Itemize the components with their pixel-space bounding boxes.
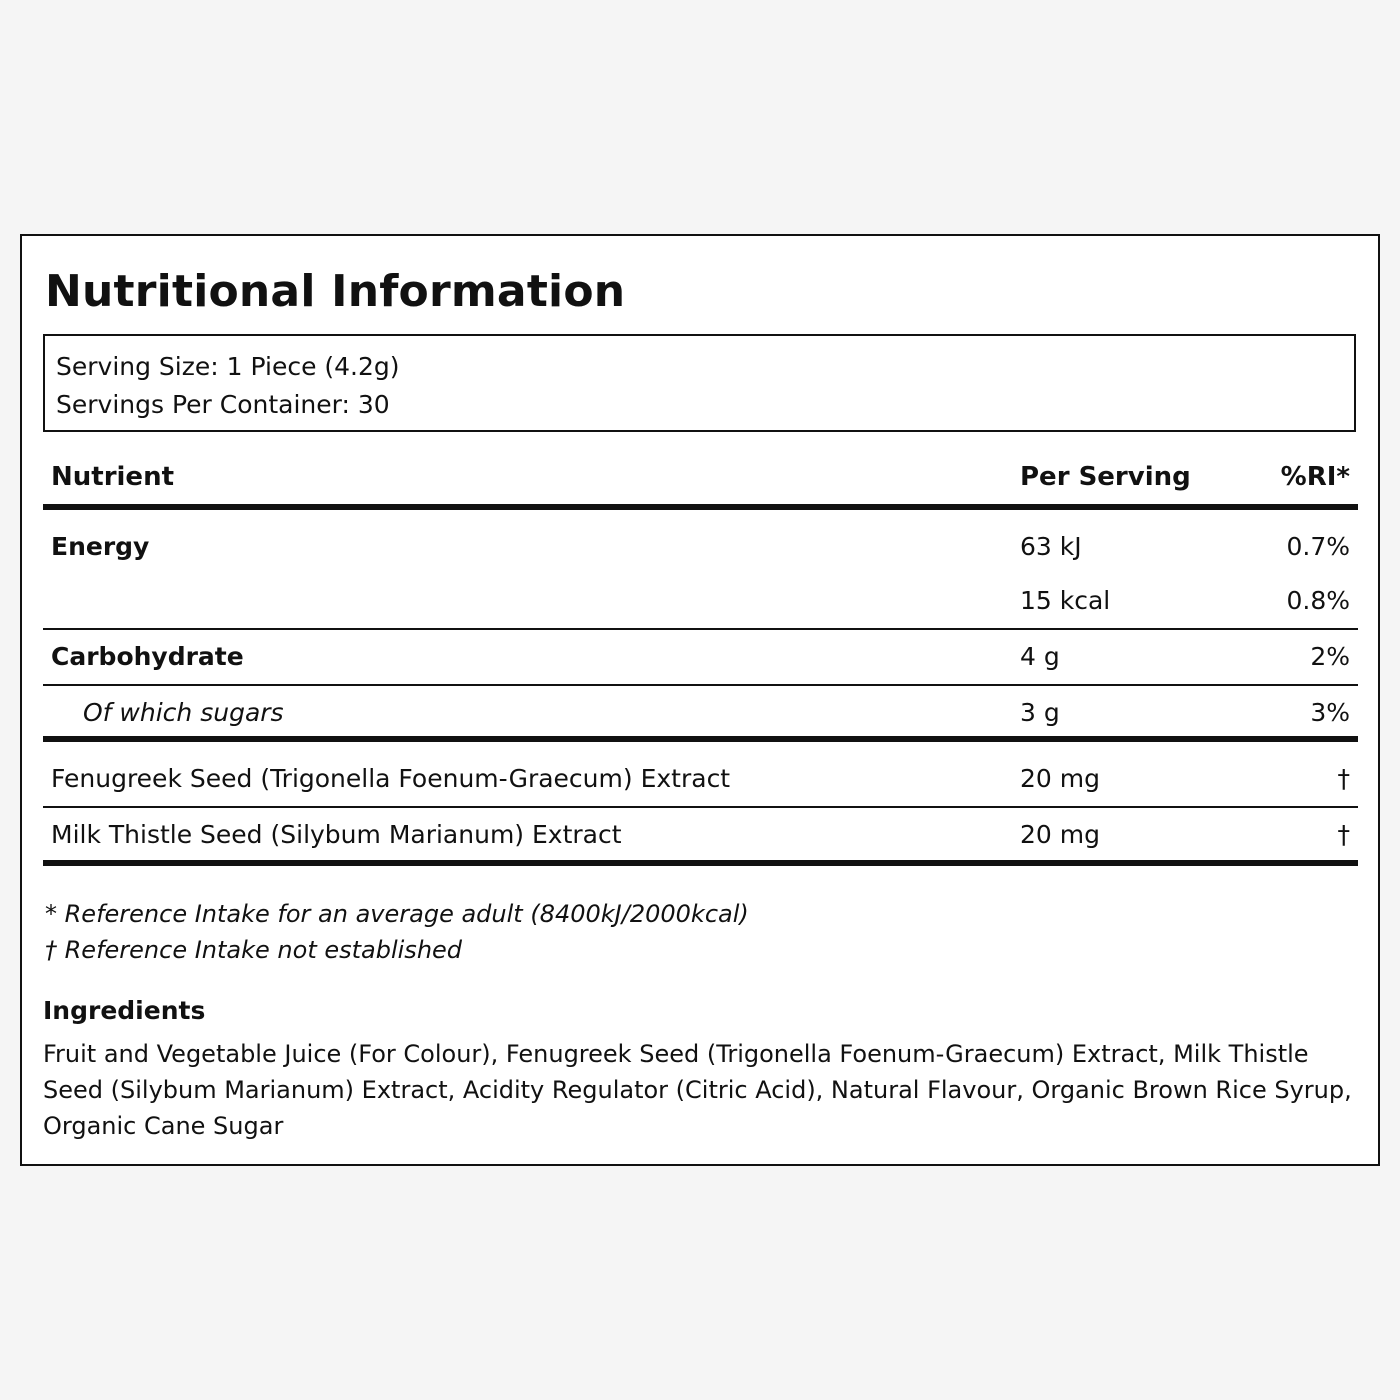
- header-ri: %RI*: [1280, 462, 1350, 492]
- energy-kcal: 15 kcal: [1020, 586, 1111, 615]
- carbohydrate-name: Carbohydrate: [51, 642, 244, 671]
- table-row-sugars: [43, 686, 1358, 742]
- table-row-milk-thistle: [43, 808, 1358, 866]
- table-row-fenugreek: [43, 742, 1358, 808]
- footnote-reference-intake: * Reference Intake for an average adult (8400kJ/2000kcal): [45, 900, 749, 928]
- energy-name: Energy: [51, 532, 150, 561]
- serving-size-text: Serving Size: 1 Piece (4.2g): [56, 352, 400, 381]
- footnote-not-established: † Reference Intake not established: [45, 936, 463, 964]
- header-nutrient: Nutrient: [51, 462, 175, 492]
- energy-kj-ri: 0.7%: [1286, 532, 1350, 561]
- fenugreek-per-serving: 20 mg: [1020, 764, 1100, 793]
- sugars-per-serving: 3 g: [1020, 698, 1060, 727]
- label-title: Nutritional Information: [45, 266, 626, 317]
- milk-thistle-name: Milk Thistle Seed (Silybum Marianum) Extract: [51, 820, 622, 849]
- milk-thistle-ri: †: [1337, 820, 1350, 849]
- energy-kj: 63 kJ: [1020, 532, 1082, 561]
- header-per-serving: Per Serving: [1020, 462, 1191, 492]
- carbohydrate-per-serving: 4 g: [1020, 642, 1060, 671]
- serving-info-box: [43, 334, 1356, 432]
- servings-per-container-text: Servings Per Container: 30: [56, 390, 390, 419]
- ingredients-heading: Ingredients: [43, 996, 206, 1025]
- energy-kcal-ri: 0.8%: [1286, 586, 1350, 615]
- table-row-carbohydrate: [43, 630, 1358, 686]
- fenugreek-name: Fenugreek Seed (Trigonella Foenum-Graecum) Extract: [51, 764, 731, 793]
- ingredients-text: Fruit and Vegetable Juice (For Colour), Fenugreek Seed (Trigonella Foenum-Graecum) Extract, Milk Thistle Seed (Silybum Marianum) Extract, Acidity Regulator (Citric Acid), Natural Flavour, Organic Brown Rice Syrup, Organic Cane Sugar: [43, 1040, 1352, 1140]
- nutrient-table: [43, 450, 1358, 866]
- milk-thistle-per-serving: 20 mg: [1020, 820, 1100, 849]
- table-header-row: [43, 450, 1358, 510]
- carbohydrate-ri: 2%: [1310, 642, 1350, 671]
- table-row-energy: [43, 510, 1358, 630]
- footnotes: [45, 896, 749, 968]
- fenugreek-ri: †: [1337, 764, 1350, 793]
- sugars-name: Of which sugars: [83, 698, 284, 727]
- nutrition-label-panel: [20, 234, 1380, 1166]
- sugars-ri: 3%: [1310, 698, 1350, 727]
